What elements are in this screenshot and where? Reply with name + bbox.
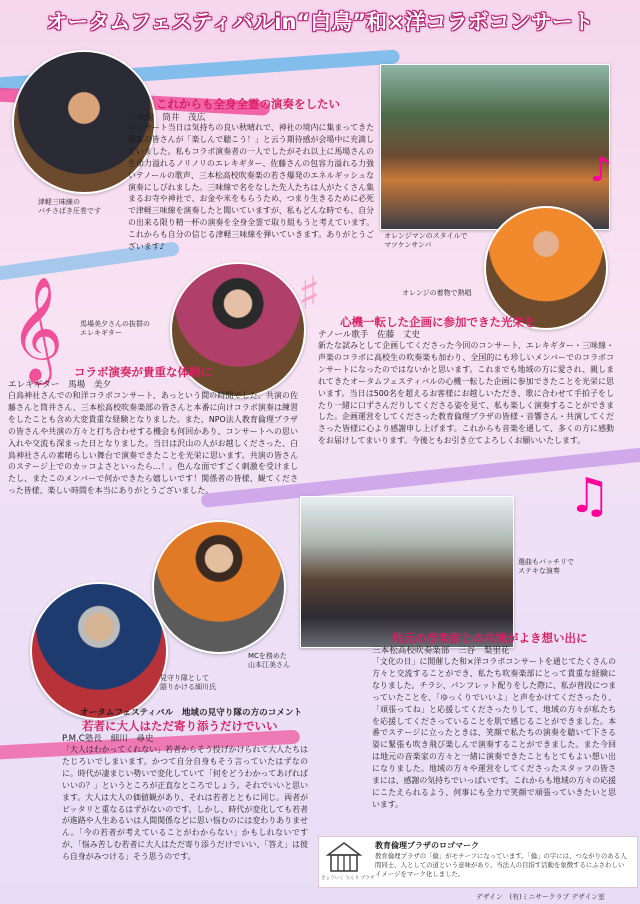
footer-heading: 教育倫理プラザのロゴマーク — [375, 841, 479, 850]
caption-shamisen: 津軽三味線の バチさばき圧巻です — [38, 198, 101, 215]
caption-guitarist: 馬場美夕さんの抜群の エレキギター — [80, 320, 150, 337]
caption-hosokawa: 見守り隊として 語りかける細川氏 — [160, 674, 216, 691]
role-hosokawa: P.M.C塾長 細川 尋史 — [62, 734, 154, 744]
body-sato: 新たな試みとして企画してくださった今回のコンサート、エレキギター・三味線・声楽のコラボに高校生の吹奏楽も加わり、全国的にも珍しいメンバーでのコラボコンサートになったのではないかと思います。これまでも地域の方に愛され、親しまれてきたオータムフェスティバルの心機一転した企画に参加できたことを光栄に思います。当日は500名を超えるお客様にお越しいただき、歌に合わせて手拍子をしたり一緒に口ずさんだりしてくださる姿を見て、私も楽しく演奏することができました。企画運営をしてくださった教育倫理プラザの皆様・音響さん・共演してくださった皆様に心より感謝申し上げます。これからも音楽を通して、多くの方に感動をお届けしてまいります。今後ともお引き立てよろしくお願いいたします。 — [318, 341, 614, 446]
role-sato: テノール歌手 佐藤 丈史 — [318, 330, 421, 340]
treble-clef-icon: 𝄞 — [10, 276, 64, 381]
music-note-icon: ♪ — [590, 150, 612, 190]
role-mitani: 三本松高校吹奏楽部 三谷 梨里花 — [372, 646, 510, 656]
body-mitani: 「文化の日」に開催した和×洋コラボコンサートを通じてたくさんの方々と交流することができ、私たち吹奏楽部にとって貴重な経験になりました。チラシ、パンフレット配りをした際に、私が普段につまっていたことを、「ゆっくりでいいよ」と声をかけてくださったり、「頑張ってね」と応援してくださったりして、地域の方々が私たちを応援してくださっていることを肌で感じることができました。本番でステージに立ったときは、笑顔で私たちの演奏を聴いて下さる姿に緊張も吹き飛び楽しんで演奏することができました。また今回は地元の音楽家の方々と一緒に演奏できたこともとてもよい想い出になりました。地域の方々や運営をしてくださったスタッフの皆さまには、感謝の気持ちでいっぱいです。これからも地域の方々の応援にこたえられるよう、何事にも全力で笑顔で頑張っていきたいと思います。 — [372, 657, 616, 809]
logo-mark-icon — [325, 841, 363, 873]
heading-baba: コラボ演奏が貴重な体験に — [74, 365, 212, 379]
sharp-icon: ♯ — [298, 266, 321, 320]
photo-stage-performance — [380, 64, 610, 230]
caption-kimono: オレンジの着物で熱唱 — [402, 289, 472, 297]
photo-hosokawa — [30, 582, 168, 720]
caption-band: 選曲もバッチリで ステキな演奏 — [518, 558, 574, 575]
intro-hosokawa: オータムフェスティバル 地域の見守り隊の方のコメント — [80, 708, 303, 718]
heading-tsutsui: これからも全身全霊の演奏をしたい — [156, 97, 340, 111]
heading-mitani: 地元の音楽家との共演がよき想い出に — [392, 631, 588, 645]
photo-orange-kimono-singer — [484, 206, 608, 330]
page-title: オータムフェスティバルin“白鳥”和×洋コラボコンサート — [46, 10, 594, 34]
role-baba: エレキギター 馬場 美夕 — [8, 380, 112, 390]
heading-hosokawa: 若者に大人はただ寄り添うだけでいい — [82, 719, 278, 733]
body-hosokawa: 「大人はわかってくれない」若者からそう投げかけられて大人たちはたじろいでしまいます。かつて自分自身もそう言っていたはずなのに。時代が凄まじい勢いで変化していて「何をどうわかってあげればいいの？」というところが正直なところでしょう。それでいいと思います。大人は大人の価値観があり、それは若者とともに同じ。両者がピッタリと重なるはずがないのです。しかし、時代が変化しても若者が進路や人生あるいは人間関係などに思い悩むのには変わりありません。「今の若者が考えていることがわからない」かもしれないですが、「悩み苦しむ若者に大人はただ寄り添うだけでいい、「答え」は彼ら自身がみつける」そう思うのです。 — [62, 745, 308, 862]
logo-label: きょういく りんり プラザ — [321, 876, 375, 881]
body-baba: 白鳥神社さんでの和洋コラボコンサート、あっという間の時間でした。共演の佐藤さんと筒井さん、三本松高校吹奏楽部の皆さんと本番に向けコラボ演奏は練習をしたことも含め大変貴重な経験となりました。また、NPO法人教育倫理プラザの皆さんや共演の方々と打ち合わせする機会も何回かあり、コンサートへの思い入れや交流も深まった日となりました。当日は沢山の人がお越しくださった、白鳥神社さんの素晴らしい舞台で演奏できたことを光栄に思います。共演の皆さんのステージ上でのカッコよさといったら…！。色んな面ですごく刺激を受けましたし、またこのメンバーで何かできたら嬉しいです！関係者の皆様、観てくださった皆様、楽しい時間を本当にありがとうございました。 — [8, 391, 298, 496]
photo-mc-yamamoto — [152, 520, 286, 654]
caption-mc: MCを務めた 山本江美さん — [248, 652, 290, 669]
body-tsutsui: コンサート当日は気持ちの良い秋晴れで、神社の境内に集まってきた聴衆の皆さんが「楽しんで聴こう！」と云う期待感が会場中に充満していました。私もコラボ演奏者の一人でしたがそれ以上に馬場さんの生命力溢れるノリノリのエレキギター、佐藤さんの包容力溢れる力強いテノールの歌声、三本松高校吹奏楽の若さ爆発のエネルギッシュな演奏にしびれました。三味線で名をなした先人たちは人がたくさん集まるお寺や神社で、お金や米をもらうため、つまり生きるために必死で津軽三味線を演奏したと聞いていますが、私もどんな時でも、自分の出来る限り精一杯の演奏を全身全霊で取り組もうと考えています。これからも自分の信じる津軽三味線を弾いていきます。ありがとうございます♪ — [128, 123, 374, 252]
design-credit: デザイン (有)ミニサークラブ デザイン室 — [476, 893, 605, 901]
photo-brass-band — [300, 496, 514, 648]
logo-info-box — [318, 836, 638, 888]
heading-sato: 心機一転した企画に参加できた光栄を — [340, 315, 536, 329]
role-tsutsui: 三味線 筒井 茂広 — [128, 113, 206, 123]
caption-stage: オレンジマンのスタイルで マツケンサンバ — [384, 232, 468, 249]
footer-body: 教育倫理プラザの「倫」がモチーフになっています。「倫」の字には、つながりのある人間同士、人としての道という意味があり、当法人の目指す活動を象徴するにふさわしいイメージをマーク化しました。 — [375, 852, 627, 878]
music-notes-icon: ♫ — [568, 468, 612, 524]
